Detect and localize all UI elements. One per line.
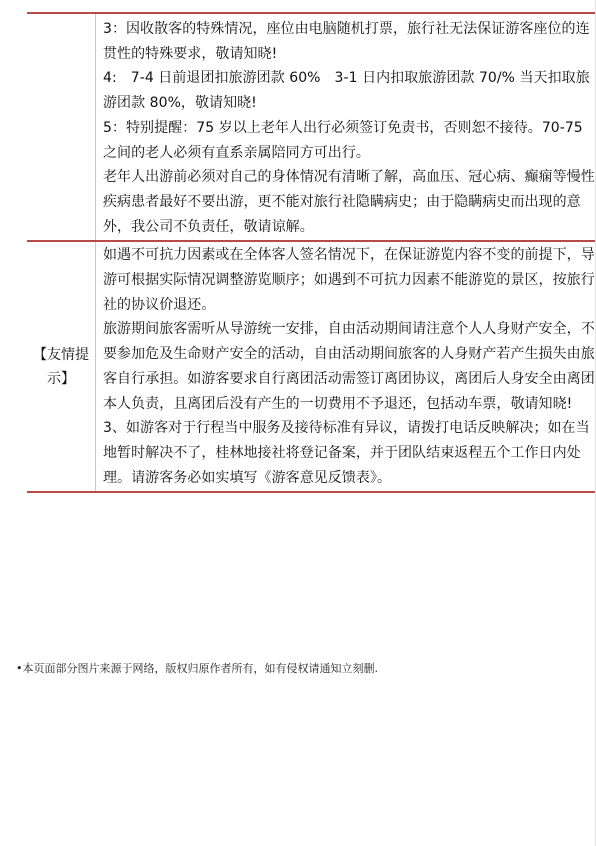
paragraph-force-majeure: 如遇不可抗力因素或在全体客人签名情况下，在保证游览内容不变的前提下，导游可根据实际情况调整游览顺序；如遇到不可抗力因素不能游览的景区，按旅行社的协议价退还。 — [103, 247, 595, 313]
friendly-tips-label-text: 【友情提示】 — [33, 346, 89, 387]
friendly-tips-content — [96, 242, 595, 491]
terms-content — [96, 14, 595, 240]
row-label-empty — [27, 14, 96, 240]
paragraph-cancellation-fees: 4: 7-4 日前退团扣旅游团款 60% 3-1 日内扣取旅游团款 70/% 当天扣取旅游团款 80%，敬请知晓! — [103, 70, 590, 112]
notice-table — [27, 12, 595, 493]
paragraph-health-notice: 老年人出游前必须对自己的身体情况有清晰了解，高血压、冠心病、癫痫等慢性疾病患者最好不要出游，更不能对旅行社隐瞒病史；由于隐瞒病史而出现的意外，我公司不负责任，敬请谅解。 — [103, 169, 595, 235]
footer-copyright-note: •本页面部分图片来源于网络，版权归原作者所有，如有侵权请通知立刻删. — [16, 662, 378, 675]
paragraph-complaints: 3、如游客对于行程当中服务及接待标准有异议，请拨打电话反映解决；如在当地暂时解决不了，桂林地接社将登记备案，并于团队结束返程五个工作日内处理。请游客务必如实填写《游客意见反馈表》。 — [103, 420, 590, 486]
friendly-tips-label — [27, 242, 96, 491]
paragraph-free-activity: 旅游期间旅客需听从导游统一安排，自由活动期间请注意个人人身财产安全，不要参加危及生命财产安全的活动，自由活动期间旅客的人身财产若产生损失由旅客自行承担。如游客要求自行离团活动需签订离团协议，离团后人身安全由离团本人负责，且离团后没有产生的一切费用不予退还，包括动车票，敬请知晓! — [103, 321, 595, 412]
notice-row-terms — [27, 12, 595, 242]
paragraph-random-seating: 3：因收散客的特殊情况，座位由电脑随机打票，旅行社无法保证游客座位的连贯性的特殊要求，敬请知晓! — [103, 21, 590, 62]
paragraph-elderly-notice: 5：特别提醒：75 岁以上老年人出行必须签订免责书，否则恕不接待。70-75 之间的老人必须有直系亲属陪同方可出行。 — [103, 119, 583, 161]
notice-row-friendly-tips — [27, 242, 595, 493]
